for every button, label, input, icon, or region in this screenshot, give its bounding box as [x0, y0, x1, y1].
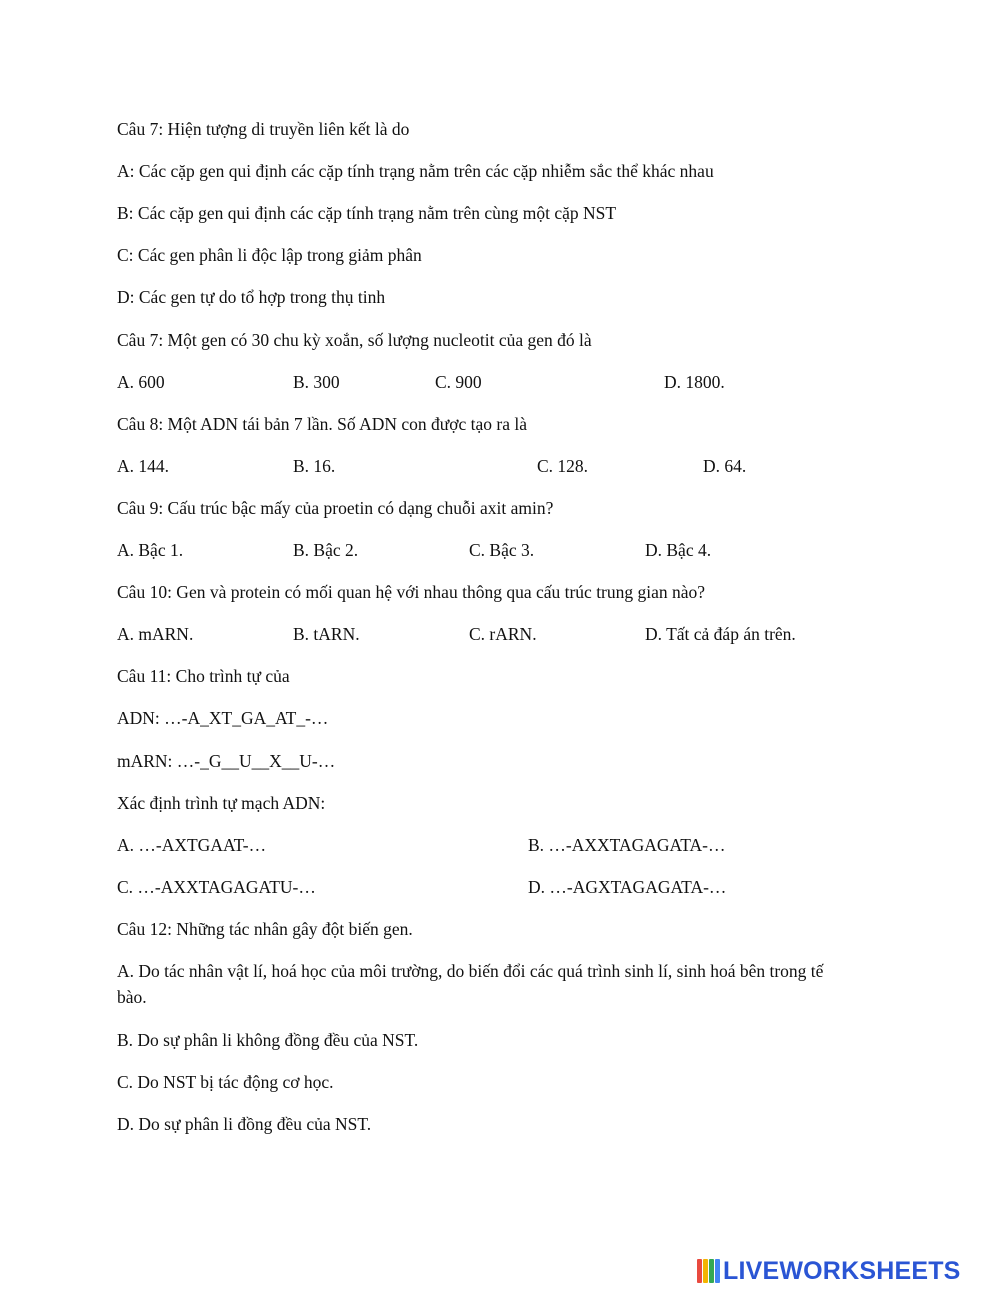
question-7b-option-d: D. 1800.	[664, 372, 725, 392]
question-12-text: Câu 12: Những tác nhân gây đột biến gen.	[117, 919, 413, 939]
question-8-option-b: B. 16.	[293, 456, 336, 476]
question-9-text: Câu 9: Cấu trúc bậc mấy của proetin có dạng chuỗi axit amin?	[117, 498, 554, 518]
liveworksheets-logo	[697, 1256, 961, 1286]
question-8-option-c: C. 128.	[537, 456, 589, 476]
question-8-option-d: D. 64.	[703, 456, 747, 476]
question-7a-option-c: C: Các gen phân li độc lập trong giảm phân	[117, 245, 422, 265]
question-8-text: Câu 8: Một ADN tái bản 7 lần. Số ADN con được tạo ra là	[117, 414, 527, 434]
question-7b-option-b: B. 300	[293, 372, 340, 392]
question-11-dna-sequence: ADN: …-A_XT_GA_AT_-…	[117, 708, 329, 728]
question-10-option-c: C. rARN.	[469, 624, 537, 644]
question-9-option-b: B. Bậc 2.	[293, 540, 359, 560]
question-8-option-a: A. 144.	[117, 456, 170, 476]
question-11-text: Câu 11: Cho trình tự của	[117, 666, 290, 686]
liveworksheets-logo-icon	[697, 1259, 720, 1283]
question-7a-text: Câu 7: Hiện tượng di truyền liên kết là do	[117, 119, 410, 139]
question-11-option-d: D. …-AGXTAGAGATA-…	[528, 877, 727, 897]
question-7b-option-c: C. 900	[435, 372, 482, 392]
question-7a-option-b: B: Các cặp gen qui định các cặp tính trạng nằm trên cùng một cặp NST	[117, 203, 617, 223]
question-9-option-d: D. Bậc 4.	[645, 540, 712, 560]
question-9-option-c: C. Bậc 3.	[469, 540, 535, 560]
question-12-option-a: A. Do tác nhân vật lí, hoá học của môi trường, do biến đổi các quá trình sinh lí, sinh hoá bên trong tế bào.	[117, 961, 824, 1007]
question-11-option-c: C. …-AXXTAGAGATU-…	[117, 877, 316, 897]
question-11-prompt: Xác định trình tự mạch ADN:	[117, 793, 326, 813]
question-7a-option-a: A: Các cặp gen qui định các cặp tính trạng nằm trên các cặp nhiễm sắc thể khác nhau	[117, 161, 714, 181]
question-10-option-b: B. tARN.	[293, 624, 360, 644]
question-12-option-c: C. Do NST bị tác động cơ học.	[117, 1072, 334, 1092]
question-12-option-d: D. Do sự phân li đồng đều của NST.	[117, 1114, 372, 1134]
brand-name: LIVEWORKSHEETS	[723, 1256, 961, 1285]
question-10-option-a: A. mARN.	[117, 624, 194, 644]
question-11-option-a: A. …-AXTGAAT-…	[117, 835, 267, 855]
question-9-option-a: A. Bậc 1.	[117, 540, 184, 560]
question-12-option-b: B. Do sự phân li không đồng đều của NST.	[117, 1030, 419, 1050]
question-10-text: Câu 10: Gen và protein có mối quan hệ với nhau thông qua cấu trúc trung gian nào?	[117, 582, 706, 602]
question-11-option-b: B. …-AXXTAGAGATA-…	[528, 835, 726, 855]
question-11-mrna-sequence: mARN: …-_G__U__X__U-…	[117, 751, 336, 771]
question-7b-option-a: A. 600	[117, 372, 165, 392]
question-7a-option-d: D: Các gen tự do tổ hợp trong thụ tinh	[117, 287, 386, 307]
question-10-option-d: D. Tất cả đáp án trên.	[645, 624, 796, 644]
question-7b-text: Câu 7: Một gen có 30 chu kỳ xoắn, số lượng nucleotit của gen đó là	[117, 330, 592, 350]
